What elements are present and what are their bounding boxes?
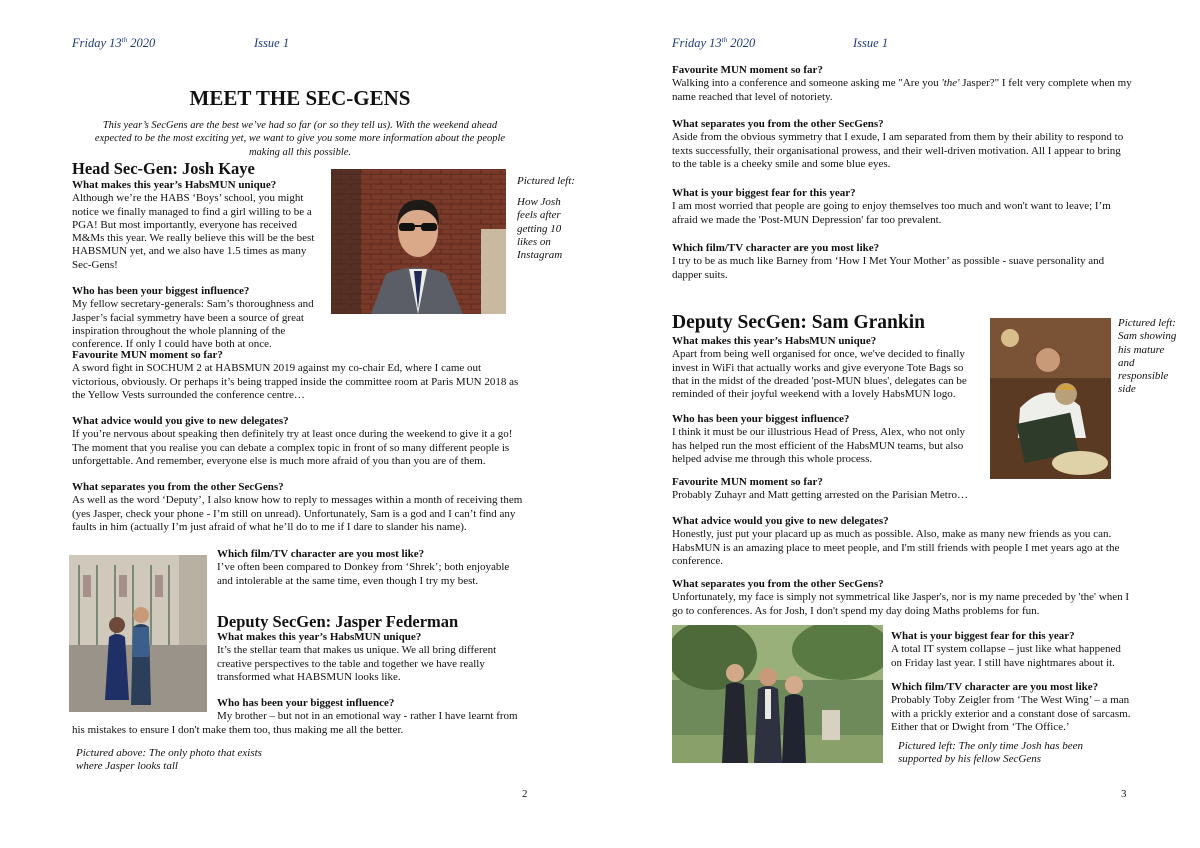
question: What makes this year’s HabsMUN unique?: [72, 179, 277, 191]
answer: I try to be as much like Barney from ‘How I Met Your Mother’ as possible - suave personality and dapper suits.: [672, 255, 1105, 281]
question: Who has been your biggest influence?: [217, 697, 395, 709]
josh-qa-5: [72, 481, 528, 534]
sam-caption-bottom: Pictured left: The only time Josh has been supported by his fellow SecGens: [898, 740, 1084, 766]
sam-qa-3: [672, 476, 1132, 503]
sam-qa-4: [672, 515, 1132, 568]
answer: Probably Toby Zeigler from ‘The West Wing’ – a man with a prickly exterior and a constant dose of sarcasm. Either that or Dwight from ‘The Office.’: [891, 694, 1131, 733]
josh-photo: [331, 169, 506, 314]
jasper-qa-2: [217, 697, 537, 724]
answer: Honestly, just put your placard up as much as possible. Also, make as many new friends as you can. HabsMUN is an amazing place to meet people, and I'm still friends with people I met years ago at the conference.: [672, 528, 1120, 567]
jasper-qa-4: [672, 118, 1132, 171]
josh-qa-1: [72, 179, 322, 272]
answer: I’ve often been compared to Donkey from ‘Shrek’; both enjoyable and intolerable at the same time, even though I try my best.: [217, 561, 510, 587]
answer: Although we’re the HABS ‘Boys’ school, you might notice we finally managed to find a girl willing to be a PGA! But most importantly, everyone has received M&Ms this year. We really believe this will be the best HABSMUN yet, and we also have 1.5 times as many Sec-Gens!: [72, 192, 315, 271]
answer: It’s the stellar team that makes us unique. We all bring different creative perspectives to the table and together we have really transformed what HABSMUN looks like.: [217, 644, 497, 683]
page-title: MEET THE SEC-GENS: [189, 86, 411, 110]
header-issue: Issue 1: [254, 36, 290, 50]
answer: Unfortunately, my face is simply not symmetrical like Jasper's, nor is my name preceded by 'the' when I go to conferences. As for Josh, I don't spend my day doing Maths problems for fun.: [672, 591, 1130, 617]
josh-heading: Head Sec-Gen: Josh Kaye: [72, 159, 255, 178]
sam-caption-top: Pictured left: Sam showing his mature and responsible side: [1118, 317, 1177, 396]
question: Favourite MUN moment so far?: [672, 64, 823, 76]
question: What separates you from the other SecGens?: [72, 481, 284, 493]
sam-qa-5: [672, 578, 1132, 618]
header-date: Friday 13th 2020: [672, 36, 756, 51]
sam-qa-6: [891, 630, 1131, 670]
josh-qa-2: [72, 285, 322, 351]
josh-qa-6: [217, 548, 527, 588]
answer: Walking into a conference and someone asking me "Are you 'the' Jasper?" I felt very complete when my name reached that level of notoriety.: [672, 77, 1132, 103]
answer: Probably Zuhayr and Matt getting arrested on the Parisian Metro…: [672, 489, 969, 502]
question: Favourite MUN moment so far?: [672, 476, 823, 488]
josh-caption-label: Pictured left:: [517, 175, 575, 187]
josh-caption: How Josh feels after getting 10 likes on Instagram: [517, 196, 563, 262]
question: Which film/TV character are you most like?: [217, 548, 425, 560]
intro-text: This year’s SecGens are the best we’ve had so far (or so they tell us). With the weekend ahead expected to be the most exciting yet, we want to give you some more information about the people making all this possible.: [94, 120, 506, 158]
question: What makes this year’s HabsMUN unique?: [217, 631, 422, 643]
answer: A sword fight in SOCHUM 2 at HABSMUN 2019 against my co-chair Ed, where I came out victorious, obviously. Or perhaps it’s being trapped inside the committee room at Paris MUN 2018 as the Yellow Vests surrounded the conference centre…: [72, 362, 519, 401]
josh-qa-3: [72, 349, 528, 402]
answer: If you’re nervous about speaking then definitely try at least once during the weekend to give it a go! The moment that you realise you can debate a complex topic in front of so many different people is unforgettable. And remember, everyone else is much more afraid of you than you are of them.: [72, 428, 513, 467]
answer: As well as the word ‘Deputy’, I also know how to reply to messages within a month of receiving them (yes Jasper, check your phone - I’m still on unread). Unfortunately, Sam is a god and I can’t find any faults in him (actually I’m just afraid of what he’ll do to me if I dare to slander his name).: [72, 494, 523, 533]
jasper-qa-6: [672, 242, 1132, 282]
josh-qa-4: [72, 415, 528, 468]
question: Who has been your biggest influence?: [72, 285, 250, 297]
question: What advice would you give to new delegates?: [672, 515, 889, 527]
question: What is your biggest fear for this year?: [891, 630, 1075, 642]
answer: My fellow secretary-generals: Sam’s thoroughness and Jasper’s facial symmetry have been a source of great inspiration throughout the whole planning of the conference. If only I could have both at once.: [72, 298, 314, 351]
sam-photo: [990, 318, 1111, 479]
question: What is your biggest fear for this year?: [672, 187, 856, 199]
jasper-qa-1: [217, 631, 527, 684]
question: What separates you from the other SecGens?: [672, 578, 884, 590]
question: What makes this year’s HabsMUN unique?: [672, 335, 877, 347]
answer: A total IT system collapse – just like what happened on Friday last year. I still have nightmares about it.: [891, 643, 1121, 669]
answer: Aside from the obvious symmetry that I exude, I am separated from them by their ability to respond to texts successfully, their organisational prowess, and their well-driven motivation. All I appear to bring to the table is a cheeky smile and some blue eyes.: [672, 131, 1124, 170]
jasper-caption: Pictured above: The only photo that exists where Jasper looks tall: [76, 747, 262, 773]
header-issue: Issue 1: [853, 36, 889, 50]
question: What advice would you give to new delegates?: [72, 415, 289, 427]
question: Which film/TV character are you most like?: [891, 681, 1099, 693]
sam-qa-1: [672, 335, 977, 401]
sam-qa-7: [891, 681, 1131, 734]
page-number: 2: [522, 788, 528, 800]
jasper-heading: Deputy SecGen: Jasper Federman: [217, 612, 459, 631]
jasper-qa-2-continued: his mistakes to ensure I don't make them too, thus making me all the better.: [72, 724, 404, 736]
jasper-qa-3: [672, 64, 1132, 104]
group-photo: [672, 625, 883, 763]
answer: My brother – but not in an emotional way - rather I have learnt from: [217, 710, 518, 723]
question: Who has been your biggest influence?: [672, 413, 850, 425]
sam-qa-2: [672, 413, 977, 466]
newsletter-page-3: [600, 0, 1200, 848]
question: Which film/TV character are you most like?: [672, 242, 880, 254]
sam-heading: Deputy SecGen: Sam Grankin: [672, 312, 925, 333]
answer: Apart from being well organised for once, we've decided to finally invest in WiFi that actually works and give everyone Tote Bags so that in the midst of the dreaded 'post-MUN blues', delegates can be reminded of their joyful weekend with a lovely HabsMUN logo.: [672, 348, 967, 401]
answer: I think it must be our illustrious Head of Press, Alex, who not only has helped run the most efficient of the HabsMUN teams, but also helped advise me through this whole process.: [672, 426, 966, 465]
answer: I am most worried that people are going to enjoy themselves too much and won't want to leave; I’m afraid we made the 'Post-MUN Depression' far too prevalent.: [672, 200, 1111, 226]
jasper-photo: [69, 555, 207, 712]
jasper-qa-5: [672, 187, 1132, 227]
question: What separates you from the other SecGens?: [672, 118, 884, 130]
page-number: 3: [1121, 788, 1127, 800]
question: Favourite MUN moment so far?: [72, 349, 223, 361]
header-date: Friday 13th 2020: [72, 36, 156, 51]
